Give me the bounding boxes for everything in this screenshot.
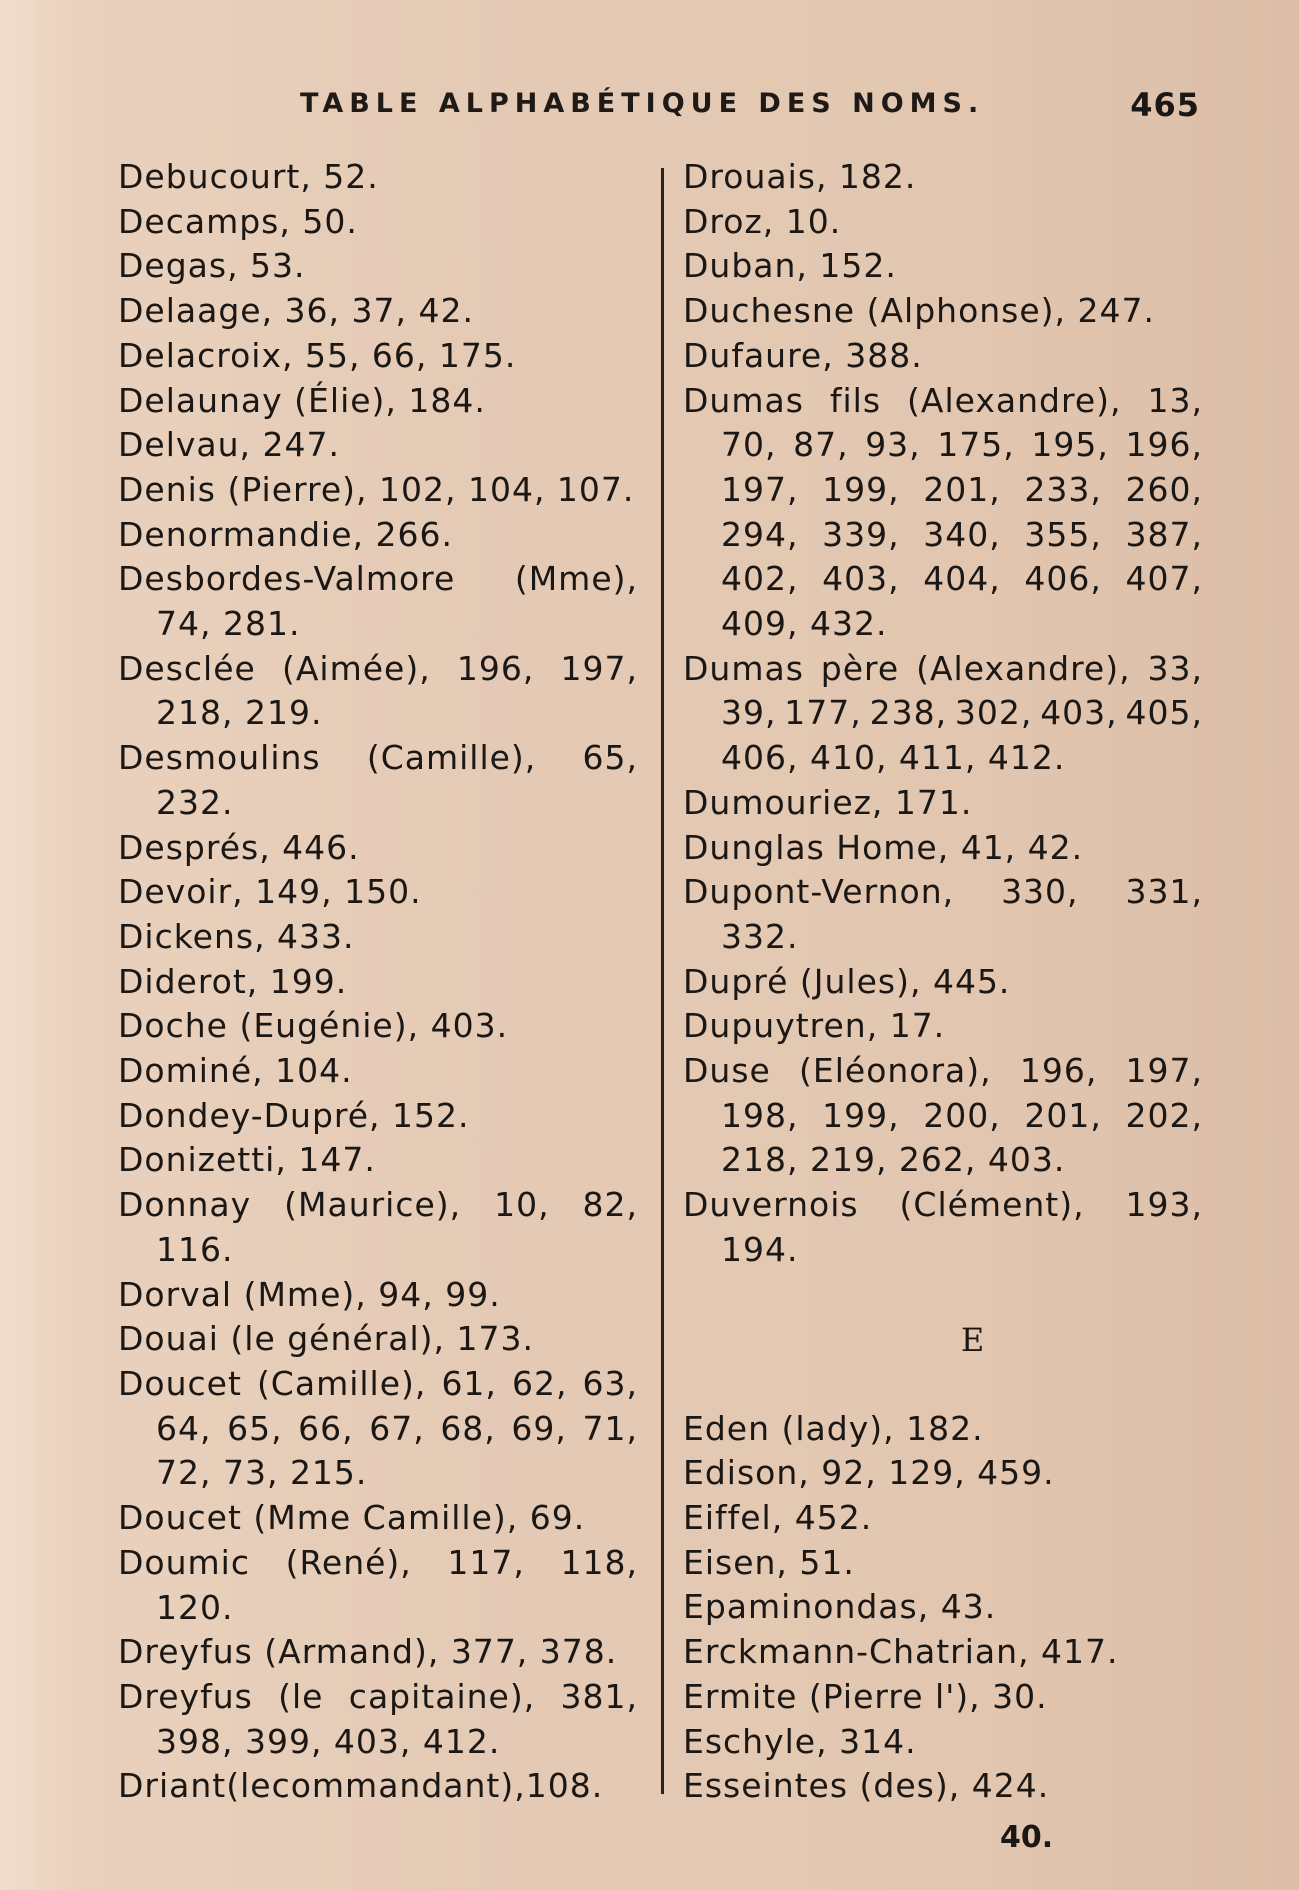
index-entry-continuation: 116. (156, 1229, 234, 1269)
index-entry (683, 960, 1203, 1005)
index-entry-line: Desmoulins (Camille), 65, (118, 738, 638, 778)
index-entry-line: Doucet (Mme Camille), 69. (118, 1498, 586, 1538)
index-entry-line: Driant(lecommandant),108. (118, 1766, 604, 1806)
index-entry-line: Debucourt, 52. (118, 157, 379, 196)
index-entry (118, 513, 638, 558)
index-entry-line: Eschyle, 314. (683, 1721, 917, 1761)
page-header (300, 88, 1200, 128)
index-entry-line: Dumas père (Alexandre), 33, (683, 648, 1203, 688)
index-entry-line: Dufaure, 388. (683, 335, 923, 375)
index-entry-line: Dupont-Vernon, 330, 331, (683, 872, 1203, 912)
index-entry-line: Delaunay (Élie), 184. (118, 380, 486, 420)
index-entry (118, 1630, 638, 1675)
index-entry-line: Denis (Pierre), 102, 104, 107. (118, 469, 635, 509)
index-entry-line: Epaminondas, 43. (683, 1587, 997, 1627)
index-entry-line: Drouais, 182. (683, 157, 917, 196)
index-entry-line: Denormandie, 266. (118, 514, 453, 554)
index-entry (118, 1138, 638, 1183)
index-entry (118, 1362, 638, 1496)
index-entry-continuation: 198, 199, 200, 201, 202, (721, 1095, 1203, 1135)
index-entry-line: Esseintes (des), 424. (683, 1766, 1050, 1806)
index-entry-line: Erckmann-Chatrian, 417. (683, 1632, 1119, 1672)
index-entry-continuation: 197, 199, 201, 233, 260, (721, 469, 1203, 509)
index-entry-line: Delaage, 36, 37, 42. (118, 291, 474, 331)
index-entry (118, 1675, 638, 1764)
index-entry-line: Diderot, 199. (118, 961, 348, 1001)
index-entry-line: Desbordes-Valmore (Mme), (118, 559, 638, 599)
index-entry (683, 1451, 1203, 1496)
index-entry (118, 1049, 638, 1094)
index-entry-line: Dreyfus (Armand), 377, 378. (118, 1632, 618, 1672)
index-entry-line: Delvau, 247. (118, 425, 341, 465)
index-entry-line: Dumas fils (Alexandre), 13, (683, 380, 1203, 420)
index-entry (683, 1585, 1203, 1630)
index-entry-line: Dupuytren, 17. (683, 1006, 946, 1046)
index-group-d (683, 155, 1203, 1273)
index-entry-line: Dondey-Dupré, 152. (118, 1095, 470, 1135)
index-entry (118, 736, 638, 825)
index-entry (683, 244, 1203, 289)
index-entry-line: Dumouriez, 171. (683, 782, 973, 822)
index-entry-line: Dreyfus (le capitaine), 381, (118, 1676, 638, 1716)
index-entry-continuation: 39, 177, 238, 302, 403, 405, (721, 693, 1203, 733)
index-entry-line: Després, 446. (118, 827, 360, 867)
index-entry-line: Doumic (René), 117, 118, (118, 1542, 638, 1582)
index-entry (118, 557, 638, 646)
section-letter-heading: E (960, 1320, 986, 1359)
index-entry-line: Devoir, 149, 150. (118, 872, 422, 912)
index-entry-line: Degas, 53. (118, 246, 306, 286)
index-entry (683, 1183, 1203, 1272)
running-title: TABLE ALPHABÉTIQUE DES NOMS. (300, 88, 985, 119)
index-entry-line: Dunglas Home, 41, 42. (683, 827, 1084, 867)
index-entry-line: Duvernois (Clément), 193, (683, 1185, 1203, 1225)
index-entry (683, 1720, 1203, 1765)
index-entry-continuation: 398, 399, 403, 412. (156, 1721, 501, 1761)
index-entry-continuation: 406, 410, 411, 412. (721, 738, 1066, 778)
index-entry-continuation: 402, 403, 404, 406, 407, (721, 559, 1203, 599)
index-entry (683, 1004, 1203, 1049)
index-entry (118, 647, 638, 736)
index-entry (118, 870, 638, 915)
index-entry-line: Duchesne (Alphonse), 247. (683, 291, 1155, 331)
index-entry-line: Dominé, 104. (118, 1051, 353, 1091)
index-entry (683, 1675, 1203, 1720)
index-column-left (118, 155, 638, 1809)
index-entry (683, 1764, 1203, 1809)
index-entry-continuation: 74, 281. (156, 604, 301, 644)
index-entry-line: Eisen, 51. (683, 1542, 855, 1582)
index-entry (683, 379, 1203, 647)
index-entry-continuation: 194. (721, 1229, 799, 1269)
index-entry-line: Dickens, 433. (118, 916, 355, 956)
index-entry (683, 647, 1203, 781)
index-entry-continuation: 294, 339, 340, 355, 387, (721, 514, 1203, 554)
index-entry (118, 826, 638, 871)
index-entry (118, 289, 638, 334)
index-entry-line: Donizetti, 147. (118, 1140, 376, 1180)
index-entry-line: Eiffel, 452. (683, 1497, 873, 1537)
signature-mark: 40. (1000, 1820, 1054, 1855)
index-entry (118, 915, 638, 960)
index-entry-continuation: 232. (156, 782, 234, 822)
index-entry (683, 1541, 1203, 1586)
index-entry (118, 468, 638, 513)
index-entry (118, 334, 638, 379)
index-entry (118, 244, 638, 289)
index-entry (683, 334, 1203, 379)
index-entry (118, 1183, 638, 1272)
index-entry (118, 960, 638, 1005)
index-entry-continuation: 70, 87, 93, 175, 195, 196, (721, 425, 1203, 465)
index-entry (683, 289, 1203, 334)
index-entry (118, 1496, 638, 1541)
index-entry-line: Doche (Eugénie), 403. (118, 1006, 509, 1046)
index-entry (118, 155, 638, 200)
index-entry-line: Doucet (Camille), 61, 62, 63, (118, 1363, 638, 1403)
index-entry (118, 1317, 638, 1362)
index-column-right (683, 155, 1203, 1809)
index-entry-line: Donnay (Maurice), 10, 82, (118, 1185, 638, 1225)
index-entry (683, 826, 1203, 871)
index-entry-continuation: 72, 73, 215. (156, 1453, 368, 1493)
index-entry-line: Ermite (Pierre l'), 30. (683, 1676, 1048, 1716)
index-entry (683, 1630, 1203, 1675)
page-number: 465 (1130, 86, 1200, 124)
index-entry (683, 200, 1203, 245)
index-entry-line: Duban, 152. (683, 246, 897, 286)
index-entry (683, 155, 1203, 200)
index-entry (683, 870, 1203, 959)
index-entry-line: Decamps, 50. (118, 201, 358, 241)
index-entry-line: Desclée (Aimée), 196, 197, (118, 648, 638, 688)
index-entry-line: Douai (le général), 173. (118, 1319, 534, 1359)
column-divider (661, 168, 664, 1794)
index-entry-continuation: 120. (156, 1587, 234, 1627)
index-entry (683, 1407, 1203, 1452)
index-entry (683, 1496, 1203, 1541)
index-entry (118, 1094, 638, 1139)
index-entry (118, 1273, 638, 1318)
index-entry-continuation: 409, 432. (721, 604, 888, 644)
index-entry-line: Eden (lady), 182. (683, 1408, 984, 1448)
index-entry (118, 200, 638, 245)
index-entry-continuation: 218, 219, 262, 403. (721, 1140, 1066, 1180)
index-entry (118, 379, 638, 424)
index-entry (118, 423, 638, 468)
index-entry (683, 1049, 1203, 1183)
index-entry-line: Dorval (Mme), 94, 99. (118, 1274, 501, 1314)
index-group-e (683, 1407, 1203, 1809)
index-entry-continuation: 64, 65, 66, 67, 68, 69, 71, (156, 1408, 638, 1448)
index-entry-line: Duse (Eléonora), 196, 197, (683, 1051, 1203, 1091)
index-entry (118, 1004, 638, 1049)
index-entry-line: Dupré (Jules), 445. (683, 961, 1011, 1001)
index-entry (118, 1764, 638, 1809)
index-entry (683, 781, 1203, 826)
index-entry (118, 1541, 638, 1630)
index-entry-continuation: 218, 219. (156, 693, 323, 733)
index-entry-continuation: 332. (721, 916, 799, 956)
index-entry-line: Droz, 10. (683, 201, 842, 241)
index-entry-line: Edison, 92, 129, 459. (683, 1453, 1055, 1493)
index-entry-line: Delacroix, 55, 66, 175. (118, 335, 517, 375)
